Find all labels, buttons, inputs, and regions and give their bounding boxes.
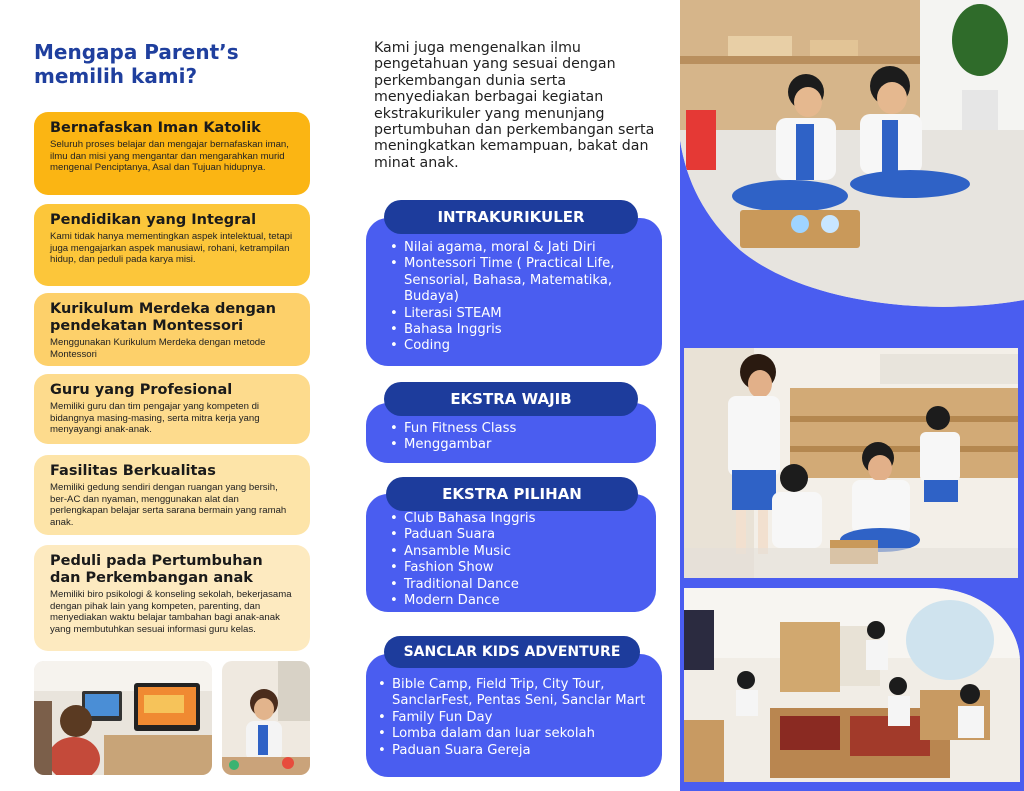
- ekstra-pilihan-list: [386, 511, 640, 609]
- reason-body: Menggunakan Kurikulum Merdeka dengan metode Montessori: [50, 337, 266, 360]
- right-photo-collage: [680, 0, 1024, 791]
- ekstra-pilihan-title: EKSTRA PILIHAN: [386, 477, 638, 511]
- ekstra-wajib-list: [386, 421, 640, 454]
- reason-title: Peduli pada Pertumbuhan dan Perkembangan anak: [50, 553, 263, 586]
- list-item: • Coding: [386, 338, 646, 354]
- list-item: • Bible Camp, Field Trip, City Tour, SanclarFest, Pentas Seni, Sanclar Mart: [374, 677, 646, 710]
- list-item: • Paduan Suara: [386, 527, 640, 543]
- list-item: • Paduan Suara Gereja: [374, 743, 646, 759]
- intro-paragraph: Kami juga mengenalkan ilmu pengetahuan yang sesuai dengan perkembangan dunia serta menyediakan berbagai kegiatan ekstrakurikuler yang menunjang pertumbuhan dan perkembangan serta meningkatkan kemampuan, bakat dan minat anak.: [374, 40, 655, 171]
- intrakurikuler-list: [386, 240, 646, 355]
- reason-card-facilities: [34, 455, 310, 535]
- list-item: • Club Bahasa Inggris: [386, 511, 640, 527]
- list-item: • Menggambar: [386, 437, 640, 453]
- reason-title: Kurikulum Merdeka dengan pendekatan Montessori: [50, 301, 276, 334]
- list-item: • Bahasa Inggris: [386, 322, 646, 338]
- reason-title: Pendidikan yang Integral: [50, 212, 257, 228]
- panel-intrakurikuler: [366, 218, 662, 366]
- photo-student-activity: [222, 661, 310, 775]
- ekstra-wajib-title: EKSTRA WAJIB: [384, 382, 638, 416]
- reason-body: Memiliki biro psikologi & konseling sekolah, bekerjasama dengan pihak lain yang kompeten, parenting, dan menyediakan waktu belajar tambahan bagi anak-anak yang membutuhkan sesuai informasi guru kelas.: [50, 589, 292, 635]
- sanclar-title: SANCLAR KIDS ADVENTURE: [384, 636, 640, 668]
- heading-line-1: Mengapa Parent’s: [34, 40, 239, 64]
- list-item: • Montessori Time ( Practical Life, Sensorial, Bahasa, Matematika, Budaya): [386, 256, 646, 305]
- panel-ekstra-pilihan: [366, 494, 656, 612]
- reason-card-curriculum: [34, 293, 310, 366]
- list-item: • Family Fun Day: [374, 710, 646, 726]
- photo-montessori-room: [684, 588, 1024, 788]
- list-item: • Fun Fitness Class: [386, 421, 640, 437]
- heading-line-2: memilih kami?: [34, 64, 198, 88]
- photo-computer-class: [34, 661, 212, 775]
- list-item: • Nilai agama, moral & Jati Diri: [386, 240, 646, 256]
- section-heading: [34, 40, 239, 88]
- photo-classroom-shelves: [684, 348, 1018, 578]
- list-item: • Modern Dance: [386, 593, 640, 609]
- reason-body: Memiliki guru dan tim pengajar yang kompeten di bidangnya masing-masing, serta mitra kerja yang menyayangi anak-anak.: [50, 401, 260, 436]
- reason-card-teachers: [34, 374, 310, 444]
- intrakurikuler-title: INTRAKURIKULER: [384, 200, 638, 234]
- reason-card-faith: [34, 112, 310, 195]
- list-item: • Fashion Show: [386, 560, 640, 576]
- list-item: • Traditional Dance: [386, 577, 640, 593]
- list-item: • Ansamble Music: [386, 544, 640, 560]
- panel-sanclar-kids-adventure: [366, 654, 662, 777]
- reason-body: Memiliki gedung sendiri dengan ruangan yang bersih, ber-AC dan nyaman, menggunakan alat dan perlengkapan belajar serta sarana bermain yang ramah anak.: [50, 482, 287, 528]
- reason-title: Fasilitas Berkualitas: [50, 463, 216, 479]
- reason-card-integral: [34, 204, 310, 286]
- sanclar-list: [374, 677, 646, 759]
- list-item: • Lomba dalam dan luar sekolah: [374, 726, 646, 742]
- reason-body: Seluruh proses belajar dan mengajar bernafaskan iman, ilmu dan misi yang mengantar dan mengarahkan murid mengenal Penciptanya, Asal dan Tujuan hidupnya.: [50, 139, 289, 174]
- reason-title: Guru yang Profesional: [50, 382, 233, 398]
- reason-body: Kami tidak hanya mementingkan aspek intelektual, tetapi juga mengajarkan aspek manusiawi, rohani, ketrampilan hidup, dan peduli pada karya misi.: [50, 231, 293, 266]
- reason-title: Bernafaskan Iman Katolik: [50, 120, 261, 136]
- reason-card-growth: [34, 545, 310, 651]
- list-item: • Literasi STEAM: [386, 306, 646, 322]
